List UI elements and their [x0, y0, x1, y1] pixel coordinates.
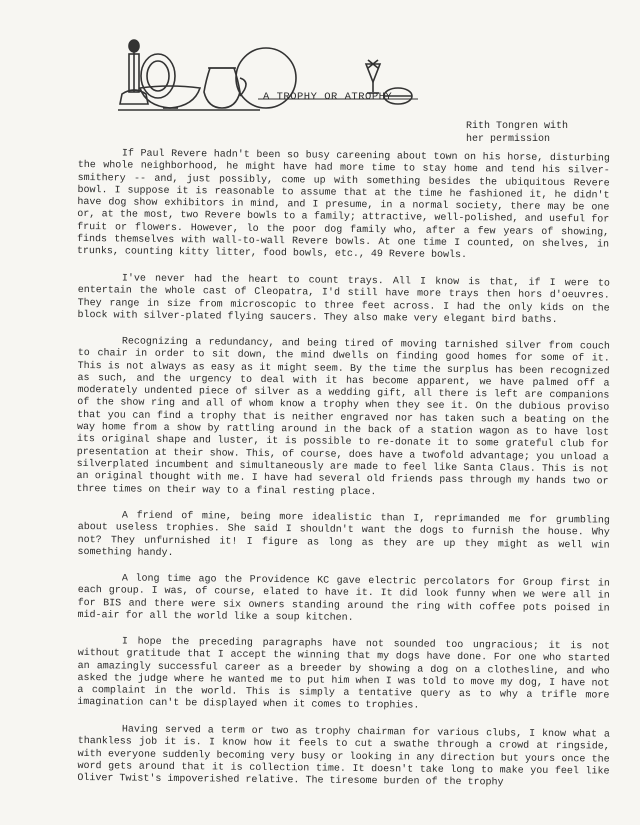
paragraph: A friend of mine, being more idealistic than I, reprimanded me for grumbling about useless trophies. She said I shouldn't want the dogs to furnish the house. Why not? They unfurnished it! I figure as long as they are up they might as well win something handy. [77, 510, 610, 559]
attribution-line: her permission [466, 134, 551, 145]
paragraph: Having served a term or two as trophy chairman for various clubs, I know what a thankless job it is. I know how it feels to cut a swathe through a crowd at ringside, with everyone suddenly becoming very busy or looking in any direction but yours once the word gets around that it is collection time. It doesn't take long to make you feel like Oliver Twist's impoverished relative. The tiresome burden of the trophy [77, 724, 610, 789]
article-body [76, 148, 610, 789]
attribution-line: Rith Tongren with [466, 121, 569, 132]
paragraph: Recognizing a redundancy, and being tired of moving tarnished silver from couch to chair in order to sit down, the mind dwells on finding good homes for some of it. This is not always as easy as it might seem. By the time the surplus has been recognized as such, and the urgency to deal with it has become apparent, we have palmed off a moderately undented piece of silver as a wedding gift, all there is left are companions of the show ring and all of whom know a trophy when they see it. On the dubious proviso that you can find a trophy that is neither engraved nor has taken such a beating on the way home from a show by rattling around in the back of a station wagon as to have lost its original shape and luster, it is possible to re-donate it to some grateful club for presentation at their show. This, of course, does have a twofold advantage; you unload a silverplated incumbent and simultaneously are made to feel like Santa Claus. This is not an original thought with me. I have had several old friends pass through my hands two or three times on their way to a final resting place. [76, 336, 610, 498]
trophy-illustration [118, 36, 448, 116]
paragraph: I hope the preceding paragraphs have not sounded too ungracious; it is not without gratitude that I accept the winning that my dogs have done. For one who started an amazingly successful career as a breeder by showing a dog on a clothesline, and who asked the judge where he wanted me to put him when I was told to move my dog, I have not a complaint in the world. This is simply a tentative query as to why a trifle more imagination can't be displayed when it comes to trophies. [77, 636, 610, 713]
page-title: A TROPHY OR ATROPHY [263, 91, 393, 103]
attribution [466, 120, 568, 146]
paragraph: If Paul Revere hadn't been so busy careening about town on his horse, disturbing the whole neighborhood, he might have had more time to stay home and tend his silver-smithery -- and, just possibly, come up with something besides the ubiquitous Revere bowl. I suppose it is reasonable to assume that at the time he fashioned it, he didn't have dog show exhibitors in mind, and I presume, in a normal society, there may be one or, at the most, two Revere bowls to a family; attractive, well-polished, and useful for fruit or flowers. However, lo the poor dog family who, after a few years of showing, finds themselves with wall-to-wall Revere bowls. At one time I counted, on shelves, in trunks, counting kitty litter, food bowls, etc., 49 Revere bowls. [76, 148, 610, 262]
paragraph: I've never had the heart to count trays. All I know is that, if I were to entertain the whole cast of Cleopatra, I'd still have more trays then hors d'oeuvres. They range in size from microscopic to three feet across. I had the only kids on the block with silver-plated flying saucers. They also make very elegant bird baths. [77, 273, 610, 326]
goblet-icon [366, 60, 380, 93]
vase-icon [204, 68, 246, 108]
bowl-icon [140, 86, 200, 108]
plate-icon [141, 54, 175, 98]
paragraph: A long time ago the Providence KC gave electric percolators for Group first in each group. I was, of course, elated to have it. It did look funny when we were all in for BIS and there were six owners standing around the ring with coffee pots poised in mid-air for all the world like a soup kitchen. [77, 573, 610, 624]
